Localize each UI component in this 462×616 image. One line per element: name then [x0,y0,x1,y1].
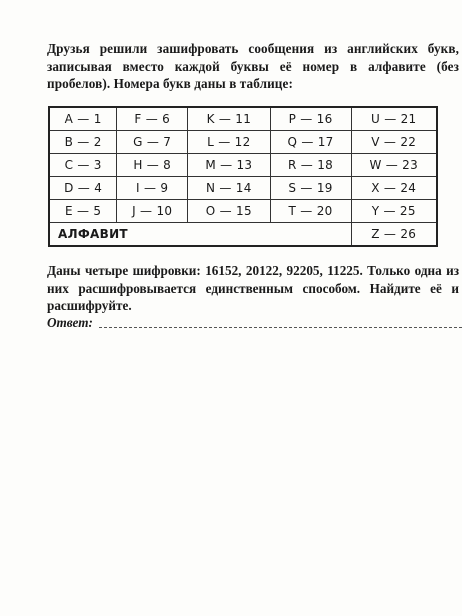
table-row [49,223,437,247]
answer-row [47,315,462,331]
alphabet-table-body [49,107,437,246]
table-cell: C — 3 [49,154,117,177]
table-cell: G — 7 [117,131,188,154]
table-cell: B — 2 [49,131,117,154]
table-cell: S — 19 [270,177,351,200]
table-cell: K — 11 [188,107,270,131]
table-cell: H — 8 [117,154,188,177]
table-cell: R — 18 [270,154,351,177]
alphabet-label: АЛФАВИТ [49,223,351,247]
table-row [49,177,437,200]
table-cell: V — 22 [351,131,437,154]
table-row [49,107,437,131]
table-cell: O — 15 [188,200,270,223]
table-cell: Y — 25 [351,200,437,223]
table-cell: T — 20 [270,200,351,223]
table-cell: Q — 17 [270,131,351,154]
table-cell: I — 9 [117,177,188,200]
task-body: Даны четыре шифровки: 16152, 20122, 92205, 11225. Только одна из них расшифровывается единственным способом. Найдите её и расшифруйте. [47,263,459,313]
answer-line[interactable] [99,326,462,328]
table-cell: N — 14 [188,177,270,200]
table-cell: W — 23 [351,154,437,177]
table-cell: F — 6 [117,107,188,131]
table-cell: X — 24 [351,177,437,200]
alphabet-table [48,106,438,247]
table-cell: Z — 26 [351,223,437,247]
table-cell: J — 10 [117,200,188,223]
table-cell: E — 5 [49,200,117,223]
table-row [49,200,437,223]
task-intro: Друзья решили зашифровать сообщения из английских букв, записывая вместо каждой буквы её номер в алфавите (без пробелов). Номера букв даны в таблице: [47,41,459,91]
table-row [49,154,437,177]
table-cell: P — 16 [270,107,351,131]
table-cell: A — 1 [49,107,117,131]
table-cell: U — 21 [351,107,437,131]
answer-label: Ответ: [47,315,93,330]
table-cell: M — 13 [188,154,270,177]
table-row [49,131,437,154]
table-cell: D — 4 [49,177,117,200]
table-cell: L — 12 [188,131,270,154]
